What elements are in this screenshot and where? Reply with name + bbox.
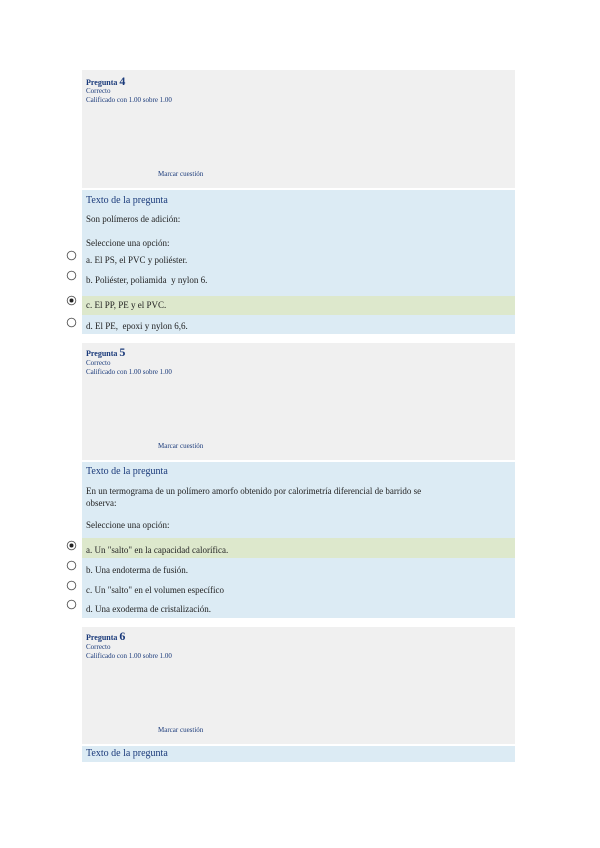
question-6-state: Correcto xyxy=(86,643,111,651)
question-5-state: Correcto xyxy=(86,359,111,367)
question-5-label: Pregunta 5 xyxy=(86,345,126,359)
question-4-grade: Calificado con 1.00 sobre 1.00 xyxy=(86,96,172,104)
question-6-label: Pregunta 6 xyxy=(86,629,126,643)
question-5-radio-c[interactable] xyxy=(66,580,77,591)
question-5-option-b[interactable]: b. Una endoterma de fusión. xyxy=(86,565,188,575)
question-4-option-d[interactable]: d. El PE, epoxi y nylon 6,6. xyxy=(86,321,188,331)
question-5-flag-link[interactable]: Marcar cuestión xyxy=(158,442,204,450)
question-4-prompt: Son polímeros de adición: xyxy=(86,214,181,224)
question-5-prompt-line-2: observa: xyxy=(86,498,117,508)
question-4-option-a[interactable]: a. El PS, el PVC y poliéster. xyxy=(86,255,188,265)
question-5-info xyxy=(82,343,515,460)
question-6-flag-link[interactable]: Marcar cuestión xyxy=(158,726,204,734)
question-5-text-title: Texto de la pregunta xyxy=(86,466,168,477)
question-5-select-label: Seleccione una opción: xyxy=(86,520,170,530)
question-4-radio-a[interactable] xyxy=(66,250,77,261)
question-5-radio-d[interactable] xyxy=(66,599,77,610)
question-5-option-c[interactable]: c. Un "salto" en el volumen específico xyxy=(86,585,225,595)
question-4-radio-c[interactable] xyxy=(66,295,77,306)
question-5-prompt-line-1: En un termograma de un polímero amorfo obtenido por calorimetría diferencial de barrido se xyxy=(86,486,422,496)
question-4-text-title: Texto de la pregunta xyxy=(86,195,168,206)
question-4-radio-d[interactable] xyxy=(66,317,77,328)
question-4-flag-link[interactable]: Marcar cuestión xyxy=(158,170,204,178)
question-4-radio-b[interactable] xyxy=(66,270,77,281)
question-5-radio-a[interactable] xyxy=(66,540,77,551)
question-5-option-a[interactable]: a. Un "salto" en la capacidad calorífica. xyxy=(82,538,515,558)
question-4-option-b[interactable]: b. Poliéster, poliamida y nylon 6. xyxy=(86,275,208,285)
question-4-option-c[interactable]: c. El PP, PE y el PVC. xyxy=(82,296,515,315)
question-5-option-d[interactable]: d. Una exoderma de cristalización. xyxy=(86,604,211,614)
question-6-info xyxy=(82,627,515,744)
question-6-text-title: Texto de la pregunta xyxy=(86,748,168,759)
question-4-state: Correcto xyxy=(86,87,111,95)
question-5-radio-b[interactable] xyxy=(66,560,77,571)
question-6-content xyxy=(82,746,515,762)
question-5-grade: Calificado con 1.00 sobre 1.00 xyxy=(86,368,172,376)
question-4-info xyxy=(82,70,515,188)
question-4-label: Pregunta 4 xyxy=(86,74,126,88)
question-4-select-label: Seleccione una opción: xyxy=(86,238,170,248)
question-6-grade: Calificado con 1.00 sobre 1.00 xyxy=(86,652,172,660)
